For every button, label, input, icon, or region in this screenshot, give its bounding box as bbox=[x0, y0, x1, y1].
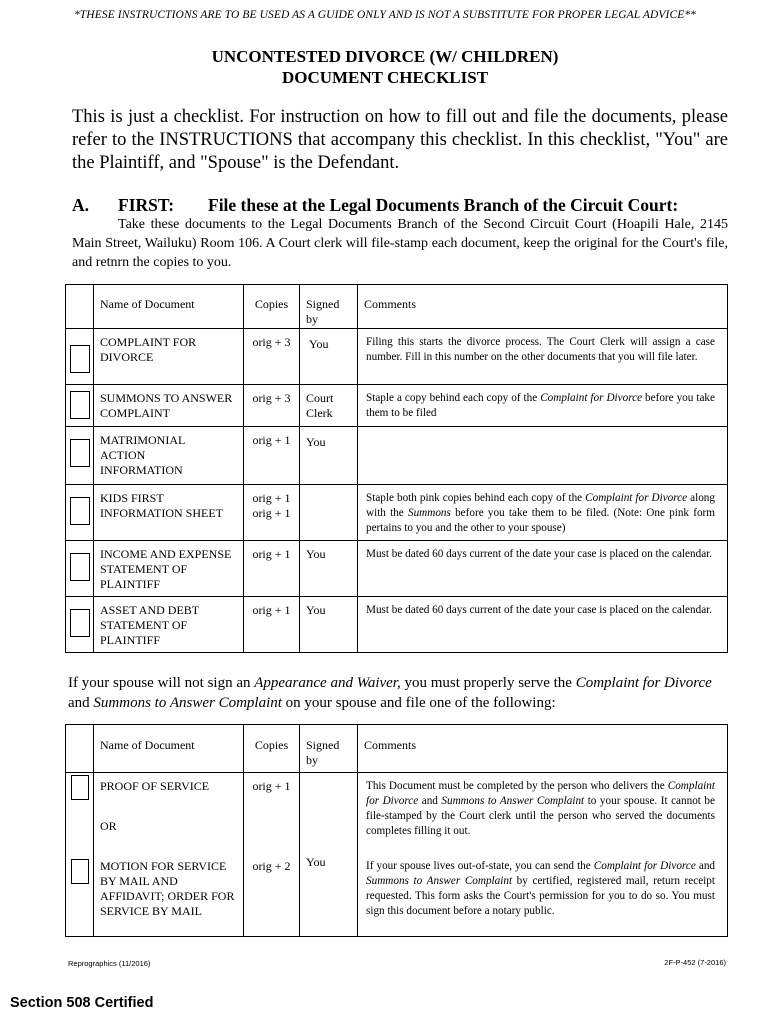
checkbox[interactable] bbox=[70, 345, 90, 373]
footer-form-number: 2F-P-452 (7-2016) bbox=[664, 958, 726, 967]
doc-name: INCOME AND EXPENSE STATEMENT OF PLAINTIFF bbox=[100, 547, 232, 591]
doc-signed: Court Clerk bbox=[306, 391, 334, 420]
doc-comment: Staple both pink copies behind each copy of the Complaint for Divorce along with the Summons before you take them to be filed. (Note: One pink form pertains to you and the other to your spouse) bbox=[366, 492, 715, 534]
header-copies: Copies bbox=[254, 738, 289, 752]
table-row bbox=[66, 597, 728, 653]
doc-name: KIDS FIRST INFORMATION SHEET bbox=[100, 491, 223, 520]
doc-name: MOTION FOR SERVICE BY MAIL AND AFFIDAVIT; ORDER FOR SERVICE BY MAIL bbox=[100, 858, 235, 918]
doc-name: MATRIMONIAL ACTION INFORMATION bbox=[100, 433, 185, 477]
document-subtitle: DOCUMENT CHECKLIST bbox=[281, 68, 489, 87]
checkbox[interactable] bbox=[71, 859, 89, 884]
header-comments: Comments bbox=[364, 738, 417, 752]
table-header-row bbox=[66, 285, 728, 329]
header-comments: Comments bbox=[364, 297, 417, 311]
checklist-table-1 bbox=[65, 284, 728, 653]
footer-reprographics: Reprographics (11/2016) bbox=[68, 959, 151, 968]
checkbox[interactable] bbox=[70, 439, 90, 467]
doc-name: PROOF OF SERVICE bbox=[100, 779, 210, 793]
doc-copies: orig + 1 orig + 1 bbox=[252, 491, 291, 520]
checkbox[interactable] bbox=[70, 391, 90, 419]
section-body: Take these documents to the Legal Documents Branch of the Second Circuit Court (Hoapili Hale, 2145 Main Street, Wailuku) Room 106. A Court clerk will file-stamp each document, keep the original for the Court's file, and retnrn the copies to you. bbox=[72, 217, 728, 270]
doc-copies: orig + 1 bbox=[252, 433, 291, 447]
disclaimer: *THESE INSTRUCTIONS ARE TO BE USED AS A GUIDE ONLY AND IS NOT A SUBSTITUTE FOR PROPER LEGAL ADVICE** bbox=[73, 9, 697, 21]
doc-name: SUMMONS TO ANSWER COMPLAINT bbox=[100, 391, 233, 420]
checklist-table-2 bbox=[65, 724, 728, 937]
table-row bbox=[66, 329, 728, 385]
section-letter: A. bbox=[72, 195, 90, 215]
or-label: OR bbox=[100, 819, 117, 833]
service-paragraph: If your spouse will not sign an Appearance and Waiver, you must properly serve the Complaint for Divorce and Summons to Answer Complaint on your spouse and file one of the following: bbox=[68, 675, 712, 711]
header-name: Name of Document bbox=[100, 738, 195, 752]
header-copies: Copies bbox=[254, 297, 289, 311]
doc-copies: orig + 1 bbox=[252, 603, 291, 617]
header-signed: Signed by bbox=[306, 738, 340, 767]
table-row bbox=[66, 385, 728, 427]
doc-name: COMPLAINT FOR DIVORCE bbox=[100, 335, 197, 364]
table-row bbox=[66, 773, 728, 851]
doc-name: ASSET AND DEBT STATEMENT OF PLAINTIFF bbox=[100, 603, 199, 647]
checkbox[interactable] bbox=[70, 497, 90, 525]
table-row bbox=[66, 541, 728, 597]
doc-comment: Must be dated 60 days current of the date your case is placed on the calendar. bbox=[366, 548, 713, 560]
section-first-label: FIRST: bbox=[118, 195, 175, 215]
doc-comment: Staple a copy behind each copy of the Complaint for Divorce before you take them to be filed bbox=[366, 392, 715, 419]
table-row bbox=[66, 851, 728, 937]
doc-copies: orig + 1 bbox=[252, 779, 291, 793]
checkbox[interactable] bbox=[70, 553, 90, 581]
doc-comment: Filing this starts the divorce process. The Court Clerk will assign a case number. Fill in this number on the other documents that you will file later. bbox=[366, 336, 715, 363]
table-row bbox=[66, 427, 728, 485]
checkbox[interactable] bbox=[71, 775, 89, 800]
checkbox[interactable] bbox=[70, 609, 90, 637]
doc-copies: orig + 2 bbox=[252, 858, 291, 873]
doc-signed: You bbox=[306, 547, 326, 561]
doc-copies: orig + 1 bbox=[252, 547, 291, 561]
doc-comment: This Document must be completed by the person who delivers the Complaint for Divorce and Summons to Answer Complaint to your spouse. It cannot be file-stamped by the Court clerk until the person who served the documents completes filling it out. bbox=[366, 780, 715, 837]
doc-signed: You bbox=[306, 435, 326, 449]
section-title: File these at the Legal Documents Branch of the Circuit Court: bbox=[208, 195, 679, 215]
document-title: UNCONTESTED DIVORCE (W/ CHILDREN) bbox=[211, 47, 559, 66]
doc-copies: orig + 3 bbox=[252, 335, 291, 349]
doc-comment: If your spouse lives out-of-state, you can send the Complaint for Divorce and Summons to Answer Complaint by certified, registered mail, return receipt requested. This form asks the Court's permission for you to do so. You must sign this document before a notary public. bbox=[366, 859, 716, 917]
doc-copies: orig + 3 bbox=[252, 391, 291, 405]
intro-paragraph: This is just a checklist. For instruction on how to fill out and file the documents, please refer to the INSTRUCTIONS that accompany this checklist. In this checklist, "You" are the Plaintiff, and "Spouse" is the Defendant. bbox=[72, 107, 728, 173]
doc-comment: Must be dated 60 days current of the date your case is placed on the calendar. bbox=[366, 604, 713, 616]
section-508-label: Section 508 Certified bbox=[10, 995, 154, 1011]
header-name: Name of Document bbox=[100, 297, 195, 311]
table-row bbox=[66, 485, 728, 541]
doc-signed: You bbox=[309, 337, 329, 351]
doc-signed: You bbox=[306, 603, 326, 617]
header-signed: Signed by bbox=[306, 297, 340, 326]
doc-signed: You bbox=[306, 854, 326, 869]
table-header-row bbox=[66, 725, 728, 773]
